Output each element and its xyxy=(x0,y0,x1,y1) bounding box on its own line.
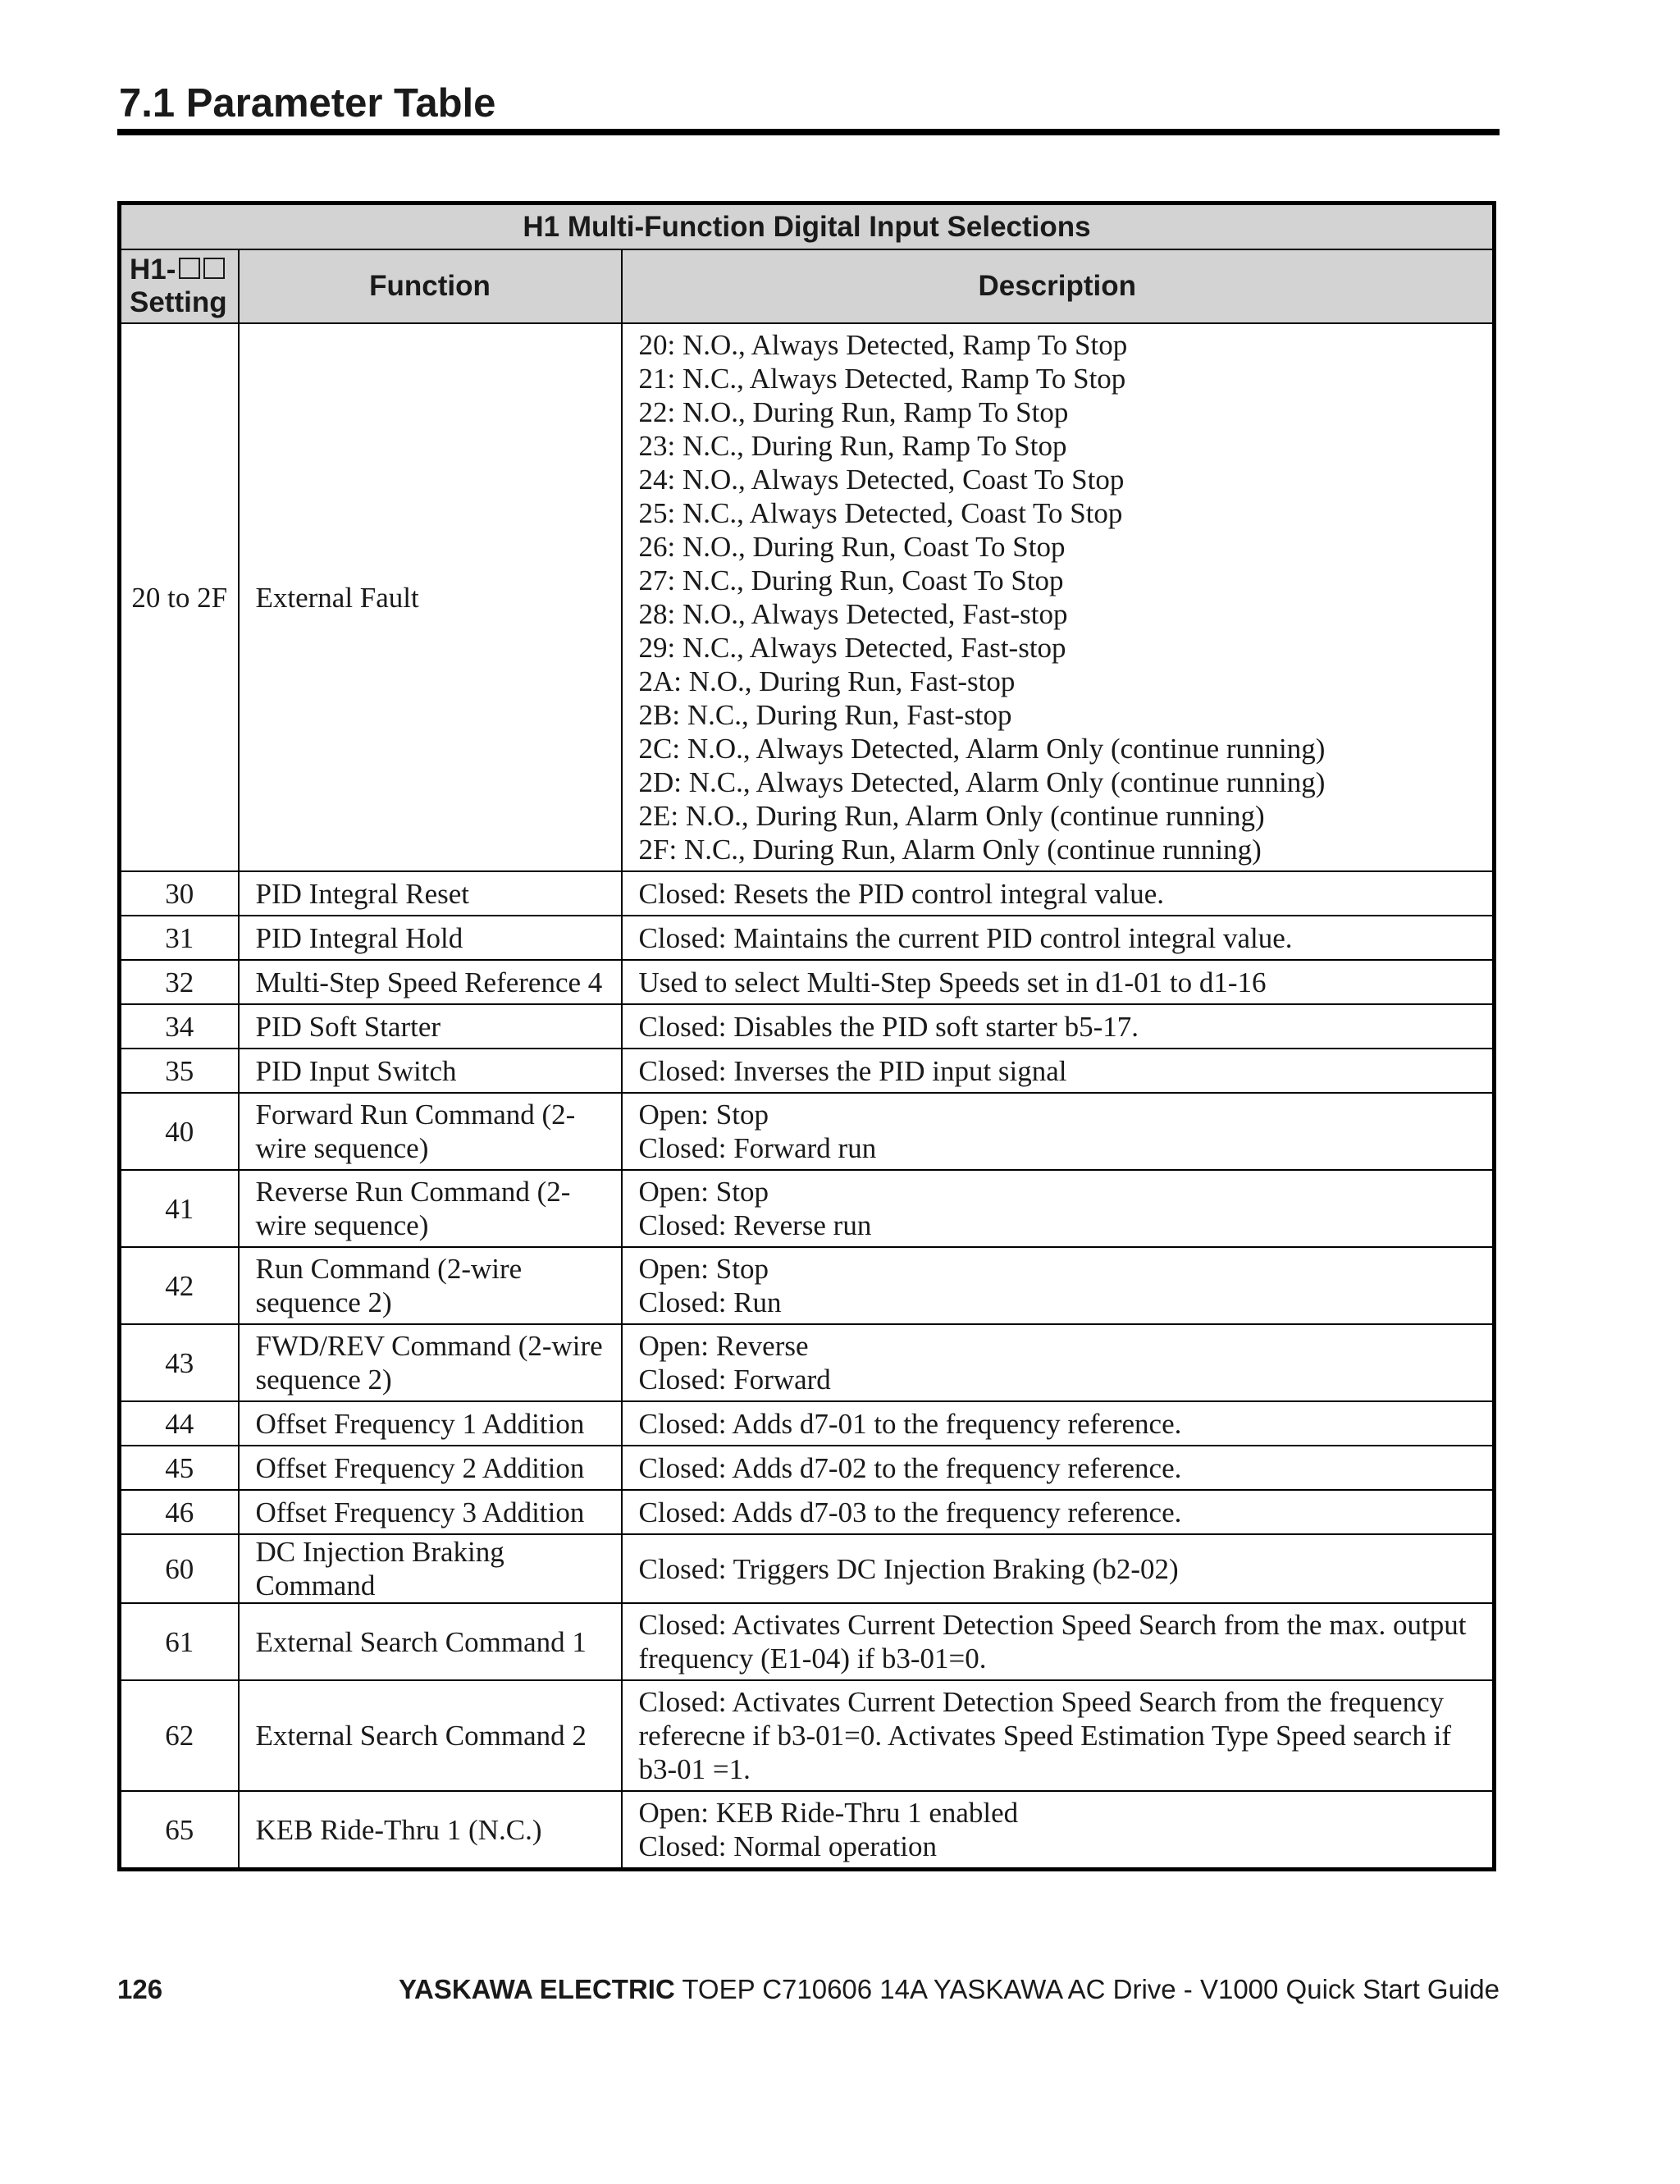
description-cell xyxy=(622,1324,1495,1401)
description-cell xyxy=(622,1170,1495,1247)
table-row xyxy=(120,871,1495,916)
description-cell xyxy=(622,871,1495,916)
function-cell: Offset Frequency 2 Addition xyxy=(239,1446,622,1490)
description-cell xyxy=(622,1401,1495,1446)
function-cell: PID Integral Hold xyxy=(239,916,622,960)
description-line: 28: N.O., Always Detected, Fast-stop xyxy=(638,598,1068,630)
document-reference xyxy=(399,1969,1500,2010)
placeholder-box-icon xyxy=(179,258,200,279)
setting-cell: 46 xyxy=(120,1490,239,1534)
description-line: Closed: Maintains the current PID control integral value. xyxy=(638,921,1293,954)
description-line: Closed: Triggers DC Injection Braking (b2-02) xyxy=(638,1552,1179,1585)
description-cell xyxy=(622,1446,1495,1490)
description-line: Closed: Normal operation xyxy=(638,1830,938,1862)
table-row xyxy=(120,1446,1495,1490)
description-line: 2E: N.O., During Run, Alarm Only (continue running) xyxy=(638,800,1265,832)
heading-rule xyxy=(117,129,1500,135)
description-line: Closed: Disables the PID soft starter b5-17. xyxy=(638,1010,1139,1043)
table-row xyxy=(120,916,1495,960)
description-line: Closed: Forward xyxy=(638,1364,831,1396)
header-setting xyxy=(120,249,239,323)
description-line: 29: N.C., Always Detected, Fast-stop xyxy=(638,632,1066,664)
function-cell: External Fault xyxy=(239,323,622,871)
footer-company: YASKAWA ELECTRIC xyxy=(399,1974,675,2004)
placeholder-box-icon xyxy=(203,258,225,279)
function-cell: FWD/REV Command (2-wire sequence 2) xyxy=(239,1324,622,1401)
description-line: Closed: Adds d7-02 to the frequency reference. xyxy=(638,1451,1182,1484)
table-row xyxy=(120,1093,1495,1170)
description-line: 22: N.O., During Run, Ramp To Stop xyxy=(638,396,1069,428)
function-cell: Reverse Run Command (2-wire sequence) xyxy=(239,1170,622,1247)
description-line: 23: N.C., During Run, Ramp To Stop xyxy=(638,430,1067,462)
description-line: Closed: Inverses the PID input signal xyxy=(638,1054,1067,1087)
function-cell: PID Soft Starter xyxy=(239,1004,622,1049)
function-cell: External Search Command 2 xyxy=(239,1680,622,1791)
description-line: Used to select Multi-Step Speeds set in d1-01 to d1-16 xyxy=(638,966,1267,998)
setting-cell: 20 to 2F xyxy=(120,323,239,871)
table-row xyxy=(120,1791,1495,1870)
header-function: Function xyxy=(239,249,622,323)
description-line: Closed: Activates Current Detection Speed Search from the max. output frequency (E1-04) if b3-01=0. xyxy=(638,1609,1467,1675)
description-line: 20: N.O., Always Detected, Ramp To Stop xyxy=(638,329,1128,361)
table-row xyxy=(120,1603,1495,1680)
table-header-row xyxy=(120,249,1495,323)
function-cell: DC Injection Braking Command xyxy=(239,1534,622,1603)
function-cell: Run Command (2-wire sequence 2) xyxy=(239,1247,622,1324)
description-line: Closed: Forward run xyxy=(638,1132,877,1164)
function-cell: PID Integral Reset xyxy=(239,871,622,916)
table-row xyxy=(120,1534,1495,1603)
description-line: Closed: Activates Current Detection Speed Search from the frequency referecne if b3-01=0. Activates Speed Estimation Type Speed search if b3-01 =1. xyxy=(638,1686,1451,1785)
description-line: Closed: Reverse run xyxy=(638,1209,872,1241)
setting-cell: 43 xyxy=(120,1324,239,1401)
setting-cell: 41 xyxy=(120,1170,239,1247)
description-line: 2D: N.C., Always Detected, Alarm Only (continue running) xyxy=(638,766,1326,798)
description-line: 26: N.O., During Run, Coast To Stop xyxy=(638,531,1066,563)
description-line: 21: N.C., Always Detected, Ramp To Stop xyxy=(638,363,1126,395)
description-line: Open: Reverse xyxy=(638,1330,809,1362)
page-footer xyxy=(117,1969,1500,2010)
table-row xyxy=(120,1049,1495,1093)
description-line: Closed: Adds d7-03 to the frequency reference. xyxy=(638,1496,1182,1528)
setting-cell: 30 xyxy=(120,871,239,916)
table-body xyxy=(120,323,1495,1870)
setting-cell: 61 xyxy=(120,1603,239,1680)
description-line: Open: Stop xyxy=(638,1099,769,1131)
description-cell xyxy=(622,1680,1495,1791)
description-line: 25: N.C., Always Detected, Coast To Stop xyxy=(638,497,1123,529)
description-line: Closed: Run xyxy=(638,1286,782,1318)
table-row xyxy=(120,1401,1495,1446)
setting-cell: 44 xyxy=(120,1401,239,1446)
function-cell: Forward Run Command (2-wire sequence) xyxy=(239,1093,622,1170)
table-row xyxy=(120,1004,1495,1049)
function-cell: KEB Ride-Thru 1 (N.C.) xyxy=(239,1791,622,1870)
table-row xyxy=(120,323,1495,871)
table-row xyxy=(120,1680,1495,1791)
description-line: 27: N.C., During Run, Coast To Stop xyxy=(638,564,1064,596)
description-cell xyxy=(622,1247,1495,1324)
setting-cell: 32 xyxy=(120,960,239,1004)
description-line: 2F: N.C., During Run, Alarm Only (continue running) xyxy=(638,834,1262,866)
setting-cell: 65 xyxy=(120,1791,239,1870)
function-cell: Multi-Step Speed Reference 4 xyxy=(239,960,622,1004)
page-number: 126 xyxy=(117,1974,163,2004)
setting-cell: 62 xyxy=(120,1680,239,1791)
description-cell xyxy=(622,1534,1495,1603)
table-caption-row xyxy=(120,203,1495,250)
setting-cell: 45 xyxy=(120,1446,239,1490)
description-line: Open: Stop xyxy=(638,1176,769,1208)
description-line: 24: N.O., Always Detected, Coast To Stop xyxy=(638,464,1125,496)
description-cell xyxy=(622,916,1495,960)
description-line: Open: KEB Ride-Thru 1 enabled xyxy=(638,1797,1019,1829)
page-heading: 7.1 Parameter Table xyxy=(119,81,496,126)
description-cell xyxy=(622,1093,1495,1170)
description-cell xyxy=(622,1603,1495,1680)
setting-cell: 34 xyxy=(120,1004,239,1049)
function-cell: Offset Frequency 1 Addition xyxy=(239,1401,622,1446)
function-cell: External Search Command 1 xyxy=(239,1603,622,1680)
header-setting-prefix: H1- xyxy=(130,254,176,286)
description-cell xyxy=(622,1791,1495,1870)
description-line: 2A: N.O., During Run, Fast-stop xyxy=(638,665,1016,697)
table-row xyxy=(120,960,1495,1004)
description-cell xyxy=(622,960,1495,1004)
header-setting-label: Setting xyxy=(130,286,227,318)
table-row xyxy=(120,1324,1495,1401)
table-row xyxy=(120,1490,1495,1534)
parameter-table xyxy=(117,201,1496,1871)
description-line: Closed: Resets the PID control integral value. xyxy=(638,877,1165,910)
setting-cell: 40 xyxy=(120,1093,239,1170)
description-line: Open: Stop xyxy=(638,1253,769,1285)
setting-cell: 35 xyxy=(120,1049,239,1093)
table-row xyxy=(120,1170,1495,1247)
setting-cell: 60 xyxy=(120,1534,239,1603)
description-cell xyxy=(622,1490,1495,1534)
description-cell xyxy=(622,1049,1495,1093)
description-line: 2B: N.C., During Run, Fast-stop xyxy=(638,699,1012,731)
function-cell: Offset Frequency 3 Addition xyxy=(239,1490,622,1534)
setting-cell: 31 xyxy=(120,916,239,960)
footer-document: TOEP C710606 14A YASKAWA AC Drive - V1000 Quick Start Guide xyxy=(674,1974,1500,2004)
description-cell xyxy=(622,323,1495,871)
table-caption: H1 Multi-Function Digital Input Selections xyxy=(120,203,1495,250)
setting-cell: 42 xyxy=(120,1247,239,1324)
description-line: Closed: Adds d7-01 to the frequency reference. xyxy=(638,1407,1182,1440)
description-cell xyxy=(622,1004,1495,1049)
description-line: 2C: N.O., Always Detected, Alarm Only (continue running) xyxy=(638,733,1326,765)
header-description: Description xyxy=(622,249,1495,323)
table-row xyxy=(120,1247,1495,1324)
function-cell: PID Input Switch xyxy=(239,1049,622,1093)
